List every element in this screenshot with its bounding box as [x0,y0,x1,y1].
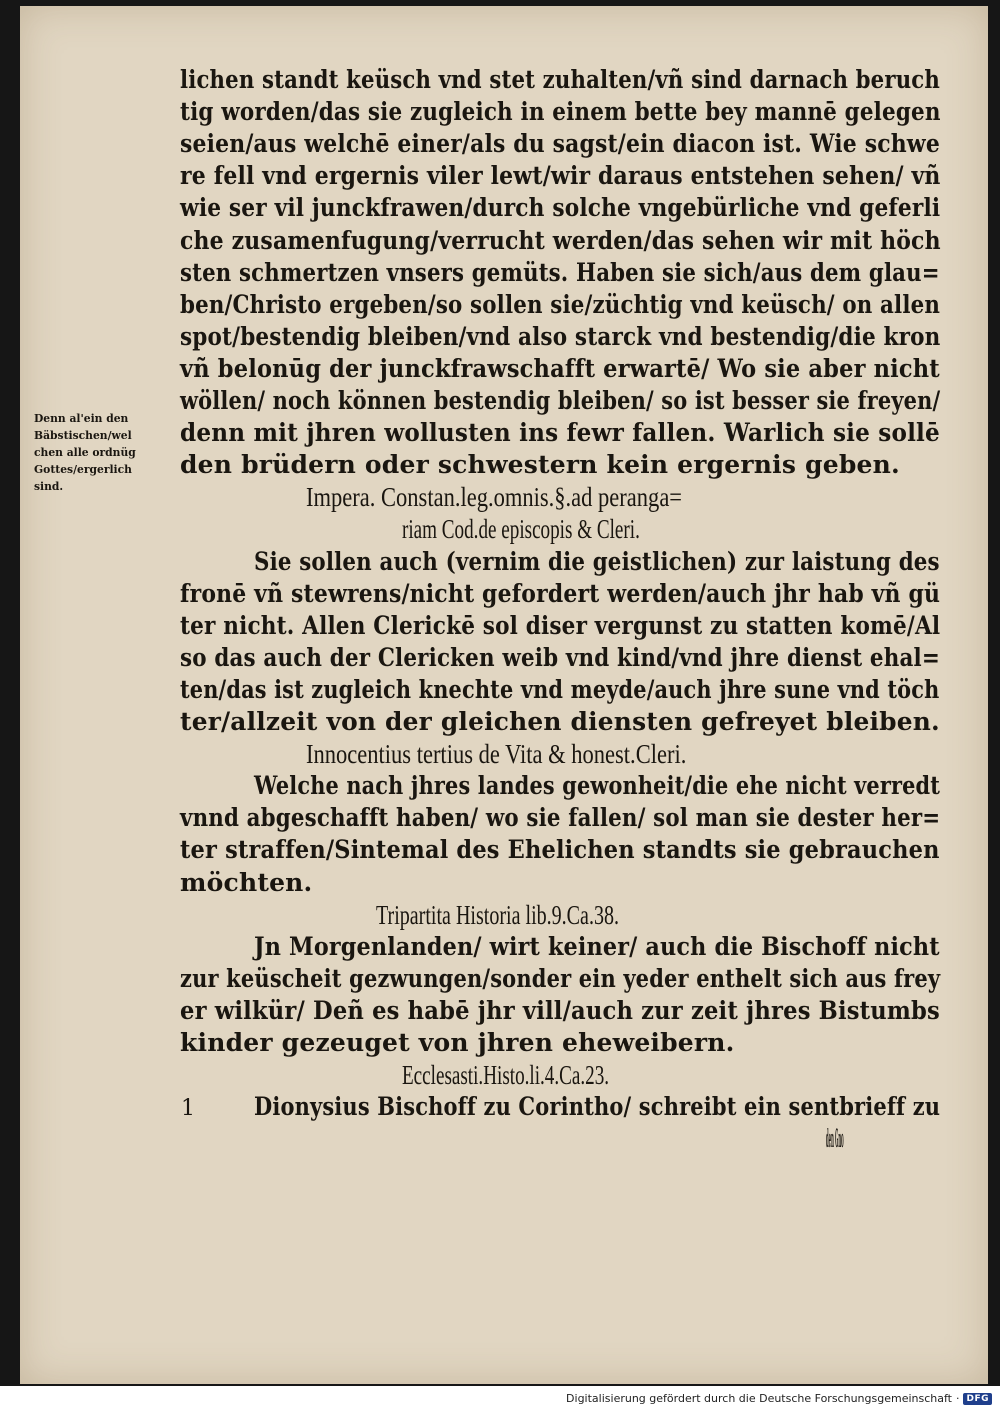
text-line: re fell vnd ergernis viler lewt/wir daraus entstehen sehen/ vñ [180,161,941,191]
text-line: tig worden/das sie zugleich in einem bette bey mannē gelegen [180,97,941,127]
text-line: vnnd abgeschafft haben/ wo sie fallen/ sol man sie dester her= [180,803,941,833]
book-page [20,6,988,1384]
text-line: che zusamenfugung/verrucht werden/das sehen wir mit höch [180,225,941,255]
text-line: wöllen/ noch können bestendig bleiben/ so ist besser sie freyen/ [180,386,941,415]
text-line: ter straffen/Sintemal des Ehelichen standts sie gebrauchen [180,835,940,865]
footer-separator: · [955,1392,960,1405]
text-line: wie ser vil junckfrawen/durch solche vngebürliche vnd geferli [180,193,941,223]
text-line: er wilkür/ Deñ es habē jhr vill/auch zur zeit jhres Bistumbs [180,995,940,1025]
text-line: so das auch der Clericken weib vnd kind/vnd jhre dienst ehal= [180,642,940,672]
text-line: ten/das ist zugleich knechte vnd meyde/auch jhre sune vnd töch [180,674,940,704]
funding-footer [566,1392,992,1405]
citation-line: Innocentius tertius de Vita & honest.Cleri. [306,739,687,770]
main-text-block [180,64,940,1184]
marginal-note [34,410,184,495]
text-line: fronē vñ stewrens/nicht gefordert werden/auch jhr hab vñ gü [180,578,941,608]
text-line: ter/allzeit von der gleichen diensten gefreyet bleiben. [180,707,940,736]
text-line: Sie sollen auch (vernim die geistlichen) zur laistung des [254,546,940,576]
text-line: zur keüscheit gezwungen/sonder ein yeder enthelt sich aus frey [180,963,941,993]
dfg-logo: DFG [963,1393,992,1405]
text-line: vñ belonūg der junckfrawschafft erwartē/ Wo sie aber nicht [180,353,940,383]
text-line: ben/Christo ergeben/so sollen sie/züchtig vnd keüsch/ on allen [180,289,941,319]
text-line: sten schmertzen vnsers gemüts. Haben sie sich/aus dem glau= [180,257,940,287]
text-line: denn mit jhren wollusten ins fewr fallen. Warlich sie sollē [180,418,940,448]
text-line: seien/aus welchē einer/als du sagst/ein diacon ist. Wie schwe [180,129,940,159]
marginal-note-line: Denn al'ein den [34,411,129,425]
text-line: den Gno [826,1124,844,1154]
citation-line: riam Cod.de episcopis & Cleri. [402,514,640,545]
marginal-note-line: Gottes/ergerlich [34,462,132,476]
footer-text: Digitalisierung gefördert durch die Deutsche Forschungsgemeinschaft [566,1392,952,1405]
text-line: kinder gezeuget von jhren eheweibern. [180,1028,735,1057]
text-line: Jn Morgenlanden/ wirt keiner/ auch die Bischoff nicht [254,931,940,961]
citation-line: Impera. Constan.leg.omnis.§.ad peranga= [306,482,683,513]
text-line: spot/bestendig bleiben/vnd also starck vnd bestendig/die kron [180,321,941,351]
side-mark: 1 [181,1096,195,1121]
text-line: lichen standt keüsch vnd stet zuhalten/vñ sind darnach beruch [180,65,941,94]
marginal-note-line: chen alle ordnüg [34,445,136,459]
text-line: den brüdern oder schwestern kein ergernis geben. [180,450,900,480]
marginal-note-line: sind. [34,479,64,493]
text-line: ter nicht. Allen Clerickē sol diser vergunst zu statten komē/Al [180,610,941,640]
text-line: möchten. [180,867,313,897]
citation-line: Ecclesasti.Histo.li.4.Ca.23. [402,1060,610,1091]
text-line: Welche nach jhres landes gewonheit/die ehe nicht verredt [254,771,941,801]
text-line: Dionysius Bischoff zu Corintho/ schreibt ein sentbrieff zu [254,1092,941,1122]
marginal-note-line: Bäbstischen/wel [34,428,132,442]
citation-line: Tripartita Historia lib.9.Ca.38. [376,899,619,930]
